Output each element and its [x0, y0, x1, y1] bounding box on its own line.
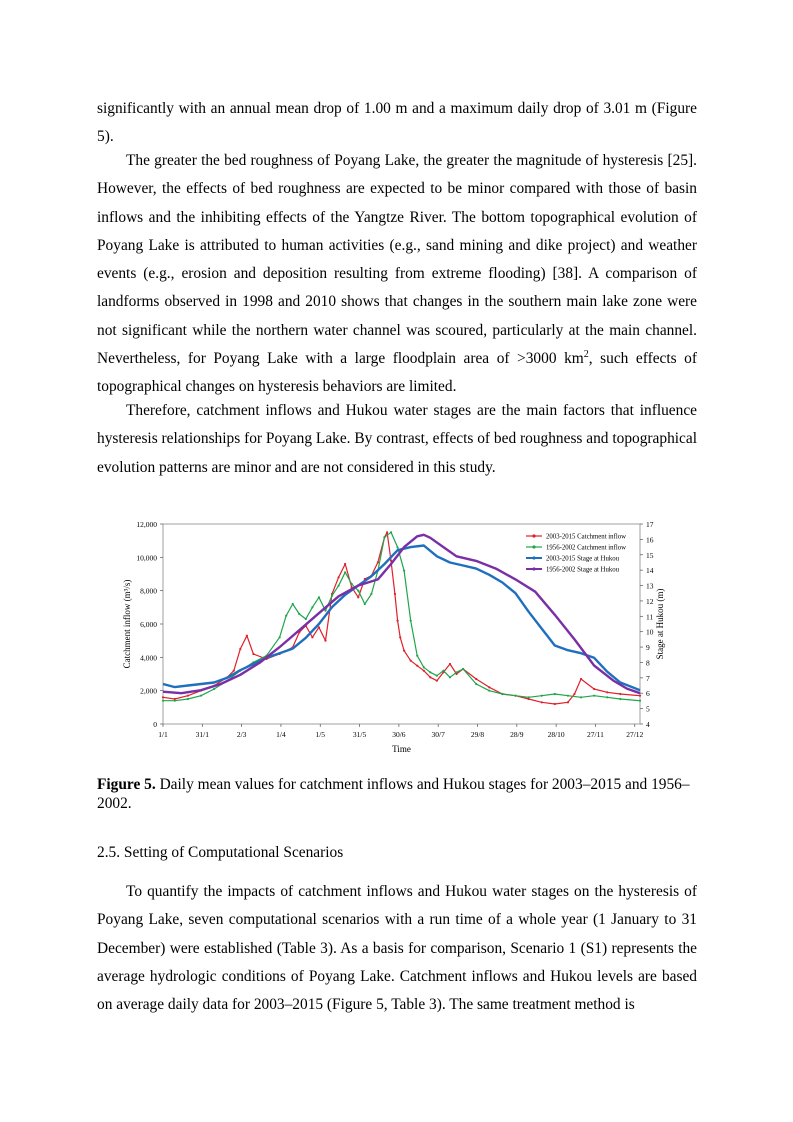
series-1-point	[475, 678, 477, 680]
paragraph-bed-roughness-tail: , such effects of topographical changes on hysteresis behaviors are limited.	[97, 350, 697, 396]
series-1-point	[429, 676, 431, 678]
series-1-point	[541, 701, 543, 703]
series-1-point	[619, 693, 621, 695]
series-1-point	[573, 693, 575, 695]
series-1-point	[449, 663, 451, 665]
series-2-point	[567, 695, 569, 697]
y-right-tick-label: 11	[646, 612, 654, 622]
series-2-point	[305, 618, 307, 620]
x-tick-label: 31/1	[195, 730, 209, 739]
x-tick-label: 29/8	[470, 730, 485, 739]
y-left-tick-label: 10,000	[136, 553, 157, 563]
legend-marker	[532, 567, 535, 570]
series-2-point	[606, 696, 608, 698]
y-left-tick-label: 8,000	[140, 586, 157, 596]
series-2-point	[174, 700, 176, 702]
section-heading: 2.5. Setting of Computational Scenarios	[97, 844, 344, 861]
x-tick-label: 30/7	[431, 730, 445, 739]
series-2-point	[442, 670, 444, 672]
series-2-point	[639, 700, 641, 702]
series-2-point	[475, 683, 477, 685]
series-1-point	[403, 650, 405, 652]
series-2-point	[279, 636, 281, 638]
series-2-point	[554, 693, 556, 695]
x-tick-label: 2/3	[236, 730, 247, 739]
series-2-point	[162, 700, 164, 702]
series-1-point	[252, 653, 254, 655]
series-1-point	[311, 636, 313, 638]
x-tick-label: 31/5	[352, 730, 367, 739]
legend-label: 2003-2015 Catchment inflow	[546, 533, 627, 541]
y-right-tick-label: 8	[646, 658, 650, 668]
y-right-tick-label: 10	[646, 627, 654, 637]
series-2-point	[370, 593, 372, 595]
series-2-point	[383, 536, 385, 538]
series-1-point	[357, 596, 359, 598]
series-1-point	[162, 696, 164, 698]
series-2-point	[514, 695, 516, 697]
legend-marker	[532, 556, 535, 559]
x-tick-label: 28/10	[547, 730, 565, 739]
figure-label: Figure 5.	[97, 776, 156, 793]
y-left-tick-label: 0	[153, 720, 157, 729]
series-1-point	[488, 686, 490, 688]
y-right-tick-label: 17	[646, 520, 654, 529]
legend-label: 2003-2015 Stage at Hukou	[546, 555, 620, 563]
y-right-tick-label: 14	[646, 566, 654, 576]
series-2-point	[337, 585, 339, 587]
series-1-point	[416, 665, 418, 667]
superscript-2: 2	[583, 348, 589, 360]
y-right-tick-label: 12	[646, 596, 654, 606]
series-2-point	[396, 546, 398, 548]
y-right-tick-label: 5	[646, 704, 650, 714]
series-1-point	[436, 680, 438, 682]
series-1-point	[394, 593, 396, 595]
series-2-point	[311, 606, 313, 608]
series-1-point	[386, 531, 388, 533]
y-right-tick-label: 15	[646, 550, 654, 560]
series-2-point	[429, 671, 431, 673]
series-2-point	[436, 675, 438, 677]
y-right-tick-label: 16	[646, 535, 654, 545]
series-2-point	[580, 696, 582, 698]
y-right-tick-label: 13	[646, 581, 654, 591]
plot-frame	[163, 524, 640, 724]
figure-caption	[97, 776, 697, 813]
series-1-point	[318, 626, 320, 628]
paragraph-bed-roughness	[97, 147, 697, 402]
paragraph-bed-roughness-text: The greater the bed roughness of Poyang Lake, the greater the magnitude of hysteresis [25]. However, the effects of bed roughness are expected to be minor compared with those of basin inflows and the inhibiting effects of the Yangtze River. The bottom topographical evolution of Poyang Lake is attributed to human activities (e.g., sand mining and dike project) and weather events (e.g., erosion and deposition resulting from extreme flooding) [38]. A comparison of landforms observed in 1998 and 2010 shows that changes in the southern main lake zone were not significant while the northern water channel was scoured, particularly at the main channel. Nevertheless, for Poyang Lake with a large floodplain area of >3000 km	[97, 152, 697, 368]
paragraph-therefore: Therefore, catchment inflows and Hukou water stages are the main factors that influence hysteresis relationships for Poyang Lake. By contrast, effects of bed roughness and topographical evolution patterns are minor and are not considered in this study.	[97, 402, 697, 476]
series-2-point	[213, 688, 215, 690]
y-left-tick-label: 6,000	[140, 620, 157, 629]
series-1-point	[554, 703, 556, 705]
paragraph-continuation: significantly with an annual mean drop of 1.00 m and a maximum daily drop of 3.01 m (Figure 5).	[97, 100, 697, 146]
x-axis-label: Time	[392, 744, 411, 754]
y-left-tick-label: 4,000	[140, 653, 157, 663]
x-tick-label: 1/5	[315, 730, 326, 739]
series-1-point	[246, 635, 248, 637]
figure-caption-text: Daily mean values for catchment inflows and Hukou stages for 2003–2015 and 1956–2002.	[97, 776, 690, 812]
y-right-tick-label: 7	[646, 673, 650, 683]
x-tick-label: 27/12	[626, 730, 644, 739]
series-2-point	[364, 603, 366, 605]
series-2-point	[318, 596, 320, 598]
series-2-point	[619, 698, 621, 700]
chart-svg	[118, 512, 668, 757]
series-2-point	[488, 690, 490, 692]
series-1-point	[239, 648, 241, 650]
y-right-tick-label: 9	[646, 643, 650, 653]
series-1-point	[606, 691, 608, 693]
y-right-tick-label: 6	[646, 689, 650, 699]
series-2-point	[351, 583, 353, 585]
series-2-point	[416, 655, 418, 657]
series-1-point	[567, 701, 569, 703]
legend-label: 1956-2002 Catchment inflow	[546, 544, 627, 552]
y-right-tick-label: 4	[646, 720, 650, 729]
x-tick-label: 30/6	[392, 730, 406, 739]
series-2-point	[187, 698, 189, 700]
series-1-point	[324, 640, 326, 642]
paragraph-scenarios: To quantify the impacts of catchment inflows and Hukou water stages on the hysteresis of Poyang Lake, seven computational scenarios with a run time of a whole year (1 January to 31 December) were established (Table 3). As a basis for comparison, Scenario 1 (S1) represents the average hydrologic conditions of Poyang Lake. Catchment inflows and Hukou levels are based on average daily data for 2003–2015 (Figure 5, Table 3). The same treatment method is	[97, 883, 697, 1014]
series-2-point	[357, 590, 359, 592]
series-1-point	[187, 695, 189, 697]
series-2-point	[292, 603, 294, 605]
series-1-point	[396, 620, 398, 622]
series-1-point	[593, 688, 595, 690]
series-1-point	[423, 670, 425, 672]
series-2-point	[455, 671, 457, 673]
series-2-point	[541, 695, 543, 697]
x-tick-label: 1/4	[276, 730, 286, 739]
y-left-tick-label: 2,000	[140, 686, 157, 696]
series-2-point	[593, 695, 595, 697]
x-tick-label: 28/9	[510, 730, 524, 739]
x-tick-label: 27/11	[587, 730, 604, 739]
legend-marker	[532, 534, 535, 537]
series-1-point	[377, 561, 379, 563]
series-1-point	[399, 636, 401, 638]
series-2-point	[324, 610, 326, 612]
series-2-point	[285, 615, 287, 617]
series-2-point	[528, 696, 530, 698]
y-left-tick-label: 12,000	[136, 520, 157, 529]
series-2-point	[331, 595, 333, 597]
series-2-point	[344, 571, 346, 573]
figure-5-chart	[118, 512, 668, 757]
series-2-point	[501, 693, 503, 695]
series-2-point	[390, 531, 392, 533]
legend-label: 1956-2002 Stage at Hukou	[546, 566, 620, 574]
series-2-point	[449, 676, 451, 678]
series-2-point	[298, 613, 300, 615]
legend-marker	[532, 545, 535, 548]
x-tick-label: 1/1	[158, 730, 168, 739]
series-2-point	[403, 570, 405, 572]
series-1-point	[580, 678, 582, 680]
y-right-axis-label: Stage at Hukou (m)	[655, 588, 665, 660]
series-2-point	[462, 668, 464, 670]
series-1-point	[410, 660, 412, 662]
series-1-point	[337, 576, 339, 578]
series-1-point	[344, 563, 346, 565]
series-2-point	[423, 666, 425, 668]
y-left-axis-label: Catchment inflow (m³/s)	[122, 579, 132, 669]
series-1-point	[233, 670, 235, 672]
series-2-point	[410, 620, 412, 622]
series-1-point	[639, 695, 641, 697]
series-2-point	[200, 695, 202, 697]
